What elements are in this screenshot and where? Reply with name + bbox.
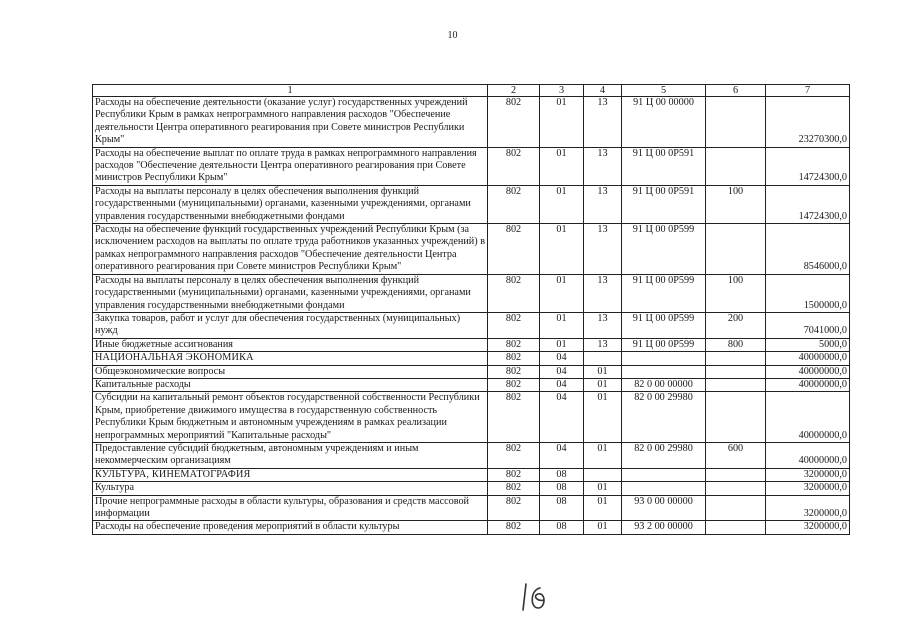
- column-header: 4: [584, 85, 622, 97]
- section-code-cell: 08: [540, 495, 584, 521]
- expense-type-cell: 200: [706, 312, 766, 338]
- ministry-code-cell: 802: [488, 224, 540, 275]
- section-code-cell: 01: [540, 338, 584, 351]
- table-row: [93, 147, 850, 185]
- target-article-cell: [622, 482, 706, 495]
- expense-type-cell: 800: [706, 338, 766, 351]
- table-row: [93, 495, 850, 521]
- expense-name-cell: Расходы на обеспечение деятельности (оказание услуг) государственных учреждений Республики Крым в рамках непрограммного направления расходов "Обеспечение деятельности Центра оперативного реагирования при Совете министров Республики Крым": [93, 97, 488, 148]
- expense-type-cell: [706, 365, 766, 378]
- table-row: [93, 97, 850, 148]
- ministry-code-cell: 802: [488, 378, 540, 391]
- subsection-code-cell: 13: [584, 312, 622, 338]
- expense-name-cell: Расходы на выплаты персоналу в целях обеспечения выполнения функций государственными (муниципальными) органами, казенными учреждениями, органами управления государственными внебюджетными фондами: [93, 274, 488, 312]
- target-article-cell: 91 Ц 00 0Р591: [622, 185, 706, 223]
- table-row: [93, 338, 850, 351]
- expense-type-cell: [706, 224, 766, 275]
- amount-cell: 1500000,0: [766, 274, 850, 312]
- table-row: [93, 274, 850, 312]
- ministry-code-cell: 802: [488, 147, 540, 185]
- section-row: [93, 352, 850, 365]
- target-article-cell: 93 0 00 00000: [622, 495, 706, 521]
- table-row: [93, 442, 850, 468]
- ministry-code-cell: 802: [488, 185, 540, 223]
- amount-cell: 40000000,0: [766, 378, 850, 391]
- amount-cell: 8546000,0: [766, 224, 850, 275]
- section-code-cell: 04: [540, 378, 584, 391]
- amount-cell: 7041000,0: [766, 312, 850, 338]
- ministry-code-cell: 802: [488, 392, 540, 443]
- target-article-cell: 82 0 00 00000: [622, 378, 706, 391]
- expense-type-cell: [706, 468, 766, 481]
- target-article-cell: [622, 365, 706, 378]
- section-code-cell: 01: [540, 224, 584, 275]
- expense-name-cell: Субсидии на капитальный ремонт объектов государственной собственности Республики Крым, приобретение движимого имущества в государственную собственность Республики Крым бюджетным и автономным учреждениям в рамках реализации непрограммных мероприятий "Капитальные расходы": [93, 392, 488, 443]
- target-article-cell: [622, 468, 706, 481]
- subsection-code-cell: [584, 352, 622, 365]
- table-row: [93, 185, 850, 223]
- column-header: 7: [766, 85, 850, 97]
- expense-type-cell: [706, 482, 766, 495]
- table-row: [93, 312, 850, 338]
- expense-name-cell: Расходы на обеспечение выплат по оплате труда в рамках непрограммного направления расходов "Обеспечение деятельности Центра оперативного реагирования при Совете министров Республики Крым": [93, 147, 488, 185]
- ministry-code-cell: 802: [488, 468, 540, 481]
- expense-name-cell: Закупка товаров, работ и услуг для обеспечения государственных (муниципальных) нужд: [93, 312, 488, 338]
- subsection-code-cell: 01: [584, 442, 622, 468]
- column-header: 3: [540, 85, 584, 97]
- expense-name-cell: НАЦИОНАЛЬНАЯ ЭКОНОМИКА: [93, 352, 488, 365]
- amount-cell: 5000,0: [766, 338, 850, 351]
- section-code-cell: 01: [540, 147, 584, 185]
- column-header: 5: [622, 85, 706, 97]
- subsection-code-cell: 01: [584, 495, 622, 521]
- expense-name-cell: Иные бюджетные ассигнования: [93, 338, 488, 351]
- table-row: [93, 482, 850, 495]
- target-article-cell: 91 Ц 00 0Р599: [622, 312, 706, 338]
- table-row: [93, 224, 850, 275]
- target-article-cell: 82 0 00 29980: [622, 442, 706, 468]
- table-header-row: [93, 85, 850, 97]
- expense-name-cell: Предоставление субсидий бюджетным, автономным учреждениям и иным некоммерческим организациям: [93, 442, 488, 468]
- table-row: [93, 521, 850, 534]
- section-code-cell: 01: [540, 185, 584, 223]
- target-article-cell: 93 2 00 00000: [622, 521, 706, 534]
- table-row: [93, 392, 850, 443]
- section-code-cell: 01: [540, 274, 584, 312]
- target-article-cell: 91 Ц 00 0Р599: [622, 274, 706, 312]
- amount-cell: 3200000,0: [766, 482, 850, 495]
- amount-cell: 40000000,0: [766, 352, 850, 365]
- ministry-code-cell: 802: [488, 97, 540, 148]
- expense-name-cell: Расходы на обеспечение проведения мероприятий в области культуры: [93, 521, 488, 534]
- expense-name-cell: Капитальные расходы: [93, 378, 488, 391]
- subsection-code-cell: 13: [584, 224, 622, 275]
- expense-name-cell: Культура: [93, 482, 488, 495]
- amount-cell: 40000000,0: [766, 392, 850, 443]
- target-article-cell: 91 Ц 00 0Р591: [622, 147, 706, 185]
- target-article-cell: 91 Ц 00 0Р599: [622, 338, 706, 351]
- subsection-code-cell: 01: [584, 378, 622, 391]
- section-code-cell: 04: [540, 352, 584, 365]
- expense-type-cell: [706, 495, 766, 521]
- expense-name-cell: Расходы на обеспечение функций государственных учреждений Республики Крым (за исключением расходов на выплаты по оплате труда работников указанных учреждений) в рамках непрограммного направления расходов "Обеспечение деятельности Центра оперативного реагирования при Совете министров Республики Крым": [93, 224, 488, 275]
- ministry-code-cell: 802: [488, 442, 540, 468]
- subsection-code-cell: 13: [584, 185, 622, 223]
- expense-name-cell: Прочие непрограммные расходы в области культуры, образования и средств массовой информации: [93, 495, 488, 521]
- subsection-code-cell: 13: [584, 338, 622, 351]
- amount-cell: 40000000,0: [766, 365, 850, 378]
- section-code-cell: 04: [540, 365, 584, 378]
- target-article-cell: 91 Ц 00 0Р599: [622, 224, 706, 275]
- subsection-code-cell: 13: [584, 274, 622, 312]
- handwritten-signature: [520, 578, 550, 618]
- amount-cell: 3200000,0: [766, 521, 850, 534]
- section-code-cell: 04: [540, 442, 584, 468]
- subsection-code-cell: 01: [584, 482, 622, 495]
- subsection-code-cell: 01: [584, 392, 622, 443]
- ministry-code-cell: 802: [488, 338, 540, 351]
- ministry-code-cell: 802: [488, 352, 540, 365]
- expense-type-cell: [706, 521, 766, 534]
- ministry-code-cell: 802: [488, 482, 540, 495]
- subsection-code-cell: 01: [584, 365, 622, 378]
- ministry-code-cell: 802: [488, 312, 540, 338]
- expense-name-cell: Расходы на выплаты персоналу в целях обеспечения выполнения функций государственными (муниципальными) органами, казенными учреждениями, органами управления государственными внебюджетными фондами: [93, 185, 488, 223]
- target-article-cell: 91 Ц 00 00000: [622, 97, 706, 148]
- column-header: 2: [488, 85, 540, 97]
- expense-type-cell: [706, 378, 766, 391]
- expense-type-cell: 100: [706, 274, 766, 312]
- expense-type-cell: [706, 97, 766, 148]
- column-header: 6: [706, 85, 766, 97]
- page-number: 10: [447, 30, 458, 41]
- budget-table: [92, 84, 850, 535]
- section-row: [93, 468, 850, 481]
- amount-cell: 23270300,0: [766, 97, 850, 148]
- section-code-cell: 08: [540, 521, 584, 534]
- expense-type-cell: [706, 147, 766, 185]
- expense-type-cell: [706, 392, 766, 443]
- target-article-cell: 82 0 00 29980: [622, 392, 706, 443]
- ministry-code-cell: 802: [488, 365, 540, 378]
- table-row: [93, 378, 850, 391]
- amount-cell: 3200000,0: [766, 495, 850, 521]
- amount-cell: 14724300,0: [766, 185, 850, 223]
- amount-cell: 40000000,0: [766, 442, 850, 468]
- section-code-cell: 08: [540, 482, 584, 495]
- expense-name-cell: КУЛЬТУРА, КИНЕМАТОГРАФИЯ: [93, 468, 488, 481]
- subsection-code-cell: [584, 468, 622, 481]
- expense-name-cell: Общеэкономические вопросы: [93, 365, 488, 378]
- table-row: [93, 365, 850, 378]
- amount-cell: 14724300,0: [766, 147, 850, 185]
- expense-type-cell: 600: [706, 442, 766, 468]
- target-article-cell: [622, 352, 706, 365]
- ministry-code-cell: 802: [488, 274, 540, 312]
- column-header: 1: [93, 85, 488, 97]
- expense-type-cell: [706, 352, 766, 365]
- subsection-code-cell: 13: [584, 147, 622, 185]
- ministry-code-cell: 802: [488, 521, 540, 534]
- ministry-code-cell: 802: [488, 495, 540, 521]
- section-code-cell: 08: [540, 468, 584, 481]
- subsection-code-cell: 01: [584, 521, 622, 534]
- amount-cell: 3200000,0: [766, 468, 850, 481]
- section-code-cell: 04: [540, 392, 584, 443]
- section-code-cell: 01: [540, 312, 584, 338]
- section-code-cell: 01: [540, 97, 584, 148]
- subsection-code-cell: 13: [584, 97, 622, 148]
- expense-type-cell: 100: [706, 185, 766, 223]
